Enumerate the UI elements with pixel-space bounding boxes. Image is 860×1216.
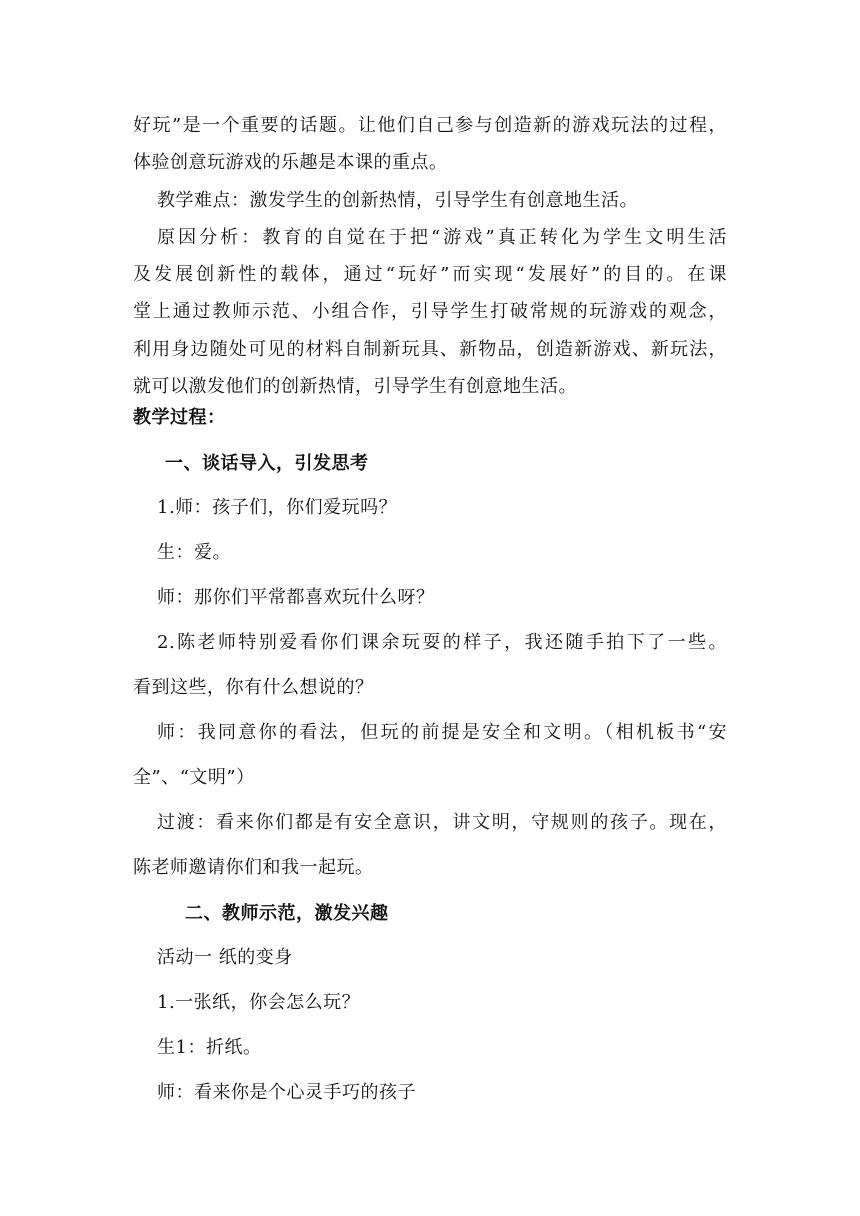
section-heading-demo: 二、教师示范，激发兴趣 — [185, 903, 389, 924]
reason-analysis-line: 原因分析：教育的自觉在于把“游戏”真正转化为学生文明生活 — [157, 227, 727, 248]
section-heading-intro: 一、谈话导入，引发思考 — [165, 453, 369, 474]
paragraph-line: 体验创意玩游戏的乐趣是本课的重点。 — [133, 152, 448, 173]
key-difficulty-line: 教学难点：激发学生的创新热情，引导学生有创意地生活。 — [157, 190, 638, 211]
dialogue-line: 师：我同意你的看法，但玩的前提是安全和文明。（相机板书“安 — [157, 722, 727, 743]
section-heading-teaching-process: 教学过程： — [133, 407, 226, 428]
dialogue-line: 生1：折纸。 — [157, 1037, 262, 1058]
paragraph-line: 及发展创新性的载体，通过“玩好”而实现“发展好”的目的。在课 — [133, 264, 727, 285]
transition-line: 陈老师邀请你们和我一起玩。 — [133, 857, 374, 878]
dialogue-line: 师：看来你是个心灵手巧的孩子 — [157, 1082, 416, 1103]
dialogue-line: 师：那你们平常都喜欢玩什么呀？ — [157, 587, 435, 608]
activity-title: 活动一 纸的变身 — [157, 947, 293, 968]
paragraph-line: 利用身边随处可见的材料自制新玩具、新物品，创造新游戏、新玩法， — [133, 339, 727, 360]
paragraph-line: 堂上通过教师示范、小组合作，引导学生打破常规的玩游戏的观念， — [133, 301, 727, 322]
dialogue-line: 1.师：孩子们，你们爱玩吗？ — [157, 497, 398, 518]
dialogue-line: 生：爱。 — [157, 542, 231, 563]
dialogue-line: 看到这些，你有什么想说的？ — [133, 677, 374, 698]
transition-line: 过渡：看来你们都是有安全意识，讲文明，守规则的孩子。现在， — [157, 812, 727, 833]
paragraph-line: 好玩”是一个重要的话题。让他们自己参与创造新的游戏玩法的过程， — [133, 115, 727, 136]
dialogue-line: 2.陈老师特别爱看你们课余玩耍的样子，我还随手拍下了一些。 — [157, 632, 727, 653]
dialogue-line: 1.一张纸，你会怎么玩？ — [157, 992, 361, 1013]
dialogue-line: 全”、“文明”） — [133, 767, 255, 788]
paragraph-line: 就可以激发他们的创新热情，引导学生有创意地生活。 — [133, 376, 577, 397]
